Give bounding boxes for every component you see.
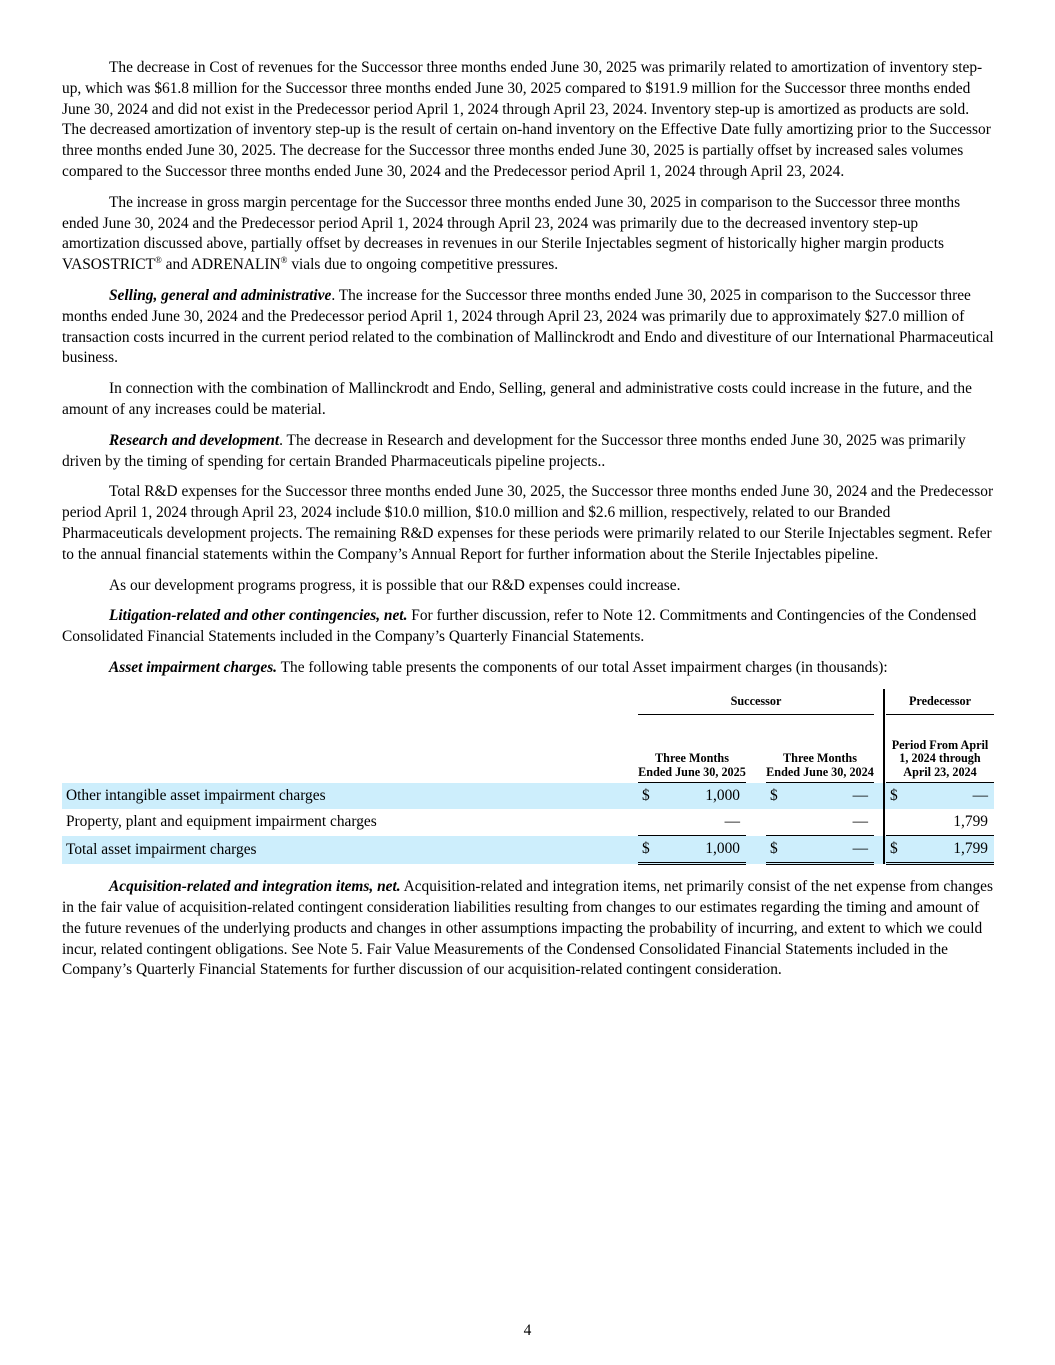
cell-value: — <box>782 836 874 864</box>
column-header-predecessor-period: Period From April 1, 2024 through April 23, 2024 <box>886 715 994 783</box>
table-column-header-row <box>62 715 994 783</box>
table-total-row <box>62 836 994 864</box>
section-heading: Asset impairment charges. <box>109 658 278 676</box>
currency-symbol: $ <box>886 836 902 864</box>
section-heading: Selling, general and administrative <box>109 286 332 304</box>
cell-value: — <box>902 783 994 810</box>
paragraph-acquisition <box>62 877 994 981</box>
registered-mark: ® <box>280 255 288 266</box>
paragraph-rnd-total: Total R&D expenses for the Successor three months ended June 30, 2025, the Successor three months ended June 30, 2024 and the Predecessor period April 1, 2024 through April 23, 2024 include $10.0 million, $10.0 million and $2.6 million, respectively, related to our Branded Pharmaceuticals development projects. The remaining R&D expenses for these periods were primarily related to our Sterile Injectables segment. Refer to the annual financial statements within the Company’s Annual Report for further information about the Sterile Injectables pipeline. <box>62 483 994 563</box>
predecessor-header: Predecessor <box>886 689 994 715</box>
registered-mark: ® <box>154 255 162 266</box>
section-heading: Acquisition-related and integration items, net. <box>109 878 401 896</box>
column-header-q2-2025: Three Months Ended June 30, 2025 <box>638 715 746 783</box>
cell-value: 1,799 <box>953 813 988 831</box>
paragraph-litigation <box>62 606 994 648</box>
cell-value: 1,000 <box>654 783 746 810</box>
currency-symbol: $ <box>886 783 902 810</box>
paragraph-text: and ADRENALIN <box>161 256 281 274</box>
page-number: 4 <box>523 1322 532 1339</box>
paragraph-sga-future: In connection with the combination of Mallinckrodt and Endo, Selling, general and administrative costs could increase in the future, and the amount of any increases could be material. <box>62 380 972 418</box>
section-heading: Litigation-related and other contingencies, net. <box>109 607 408 625</box>
paragraph-text: The following table presents the components of our total Asset impairment charges (in thousands): <box>277 658 888 676</box>
cell-value: — <box>852 813 868 831</box>
table-row <box>62 809 994 836</box>
cell-value: 1,000 <box>654 836 746 864</box>
row-label: Property, plant and equipment impairment charges <box>66 813 377 831</box>
table-row <box>62 783 994 810</box>
paragraph-gross-margin <box>62 193 994 276</box>
row-label: Other intangible asset impairment charges <box>62 783 636 810</box>
paragraph-text: vials due to ongoing competitive pressures. <box>287 256 559 274</box>
paragraph-text: For further discussion, refer to Note 12. Commitments and Contingencies of the Condensed Consolidated Financial Statements included in the Company’s Quarterly Financial Statements. <box>62 607 977 646</box>
paragraph-text: Acquisition-related and integration items, net primarily consist of the net expense from changes in the fair value of acquisition-related contingent consideration liabilities resulting from changes to our estimates regarding the timing and amount of the future revenues of the underlying products and changes in other assumptions impacting the probability of incurring, and extent to which we could incur, related contingent obligations. See Note 5. Fair Value Measurements of the Condensed Consolidated Financial Statements included in the Company’s Quarterly Financial Statements for further discussion of our acquisition-related contingent consideration. <box>62 878 993 979</box>
column-header-q2-2024: Three Months Ended June 30, 2024 <box>766 715 874 783</box>
paragraph-rnd-outlook: As our development programs progress, it is possible that our R&D expenses could increase. <box>109 576 681 594</box>
currency-symbol: $ <box>766 836 782 864</box>
row-label: Total asset impairment charges <box>62 836 636 864</box>
cell-value: 1,799 <box>902 836 994 864</box>
section-heading: Research and development <box>109 431 280 449</box>
cell-value: — <box>724 813 740 831</box>
cell-value: — <box>782 783 874 810</box>
currency-symbol: $ <box>638 783 654 810</box>
currency-symbol: $ <box>638 836 654 864</box>
paragraph-text: . The increase for the Successor three months ended June 30, 2025 in comparison to the Successor three months ended June 30, 2024 and the Predecessor period April 1, 2024 through April 23, 2024 was primarily due to approximately $27.0 million of transaction costs incurred in the current period related to the combination of Mallinckrodt and Endo and divestiture of our International Pharmaceutical business. <box>62 286 994 367</box>
currency-symbol: $ <box>766 783 782 810</box>
paragraph-rnd <box>62 431 994 473</box>
document-page <box>62 58 994 991</box>
asset-impairment-table <box>62 689 994 866</box>
successor-header: Successor <box>638 689 874 715</box>
paragraph-sga <box>62 286 994 369</box>
paragraph-cost-of-revenues: The decrease in Cost of revenues for the Successor three months ended June 30, 2025 was primarily related to amortization of inventory step-up, which was $61.8 million for the Successor three months ended June 30, 2025 compared to $191.9 million for the Successor three months ended June 30, 2024 and did not exist in the Predecessor period April 1, 2024 through April 23, 2024. Inventory step-up is amortized as products are sold. The decreased amortization of inventory step-up is the result of certain on-hand inventory on the Effective Date fully amortizing prior to the Successor three months ended June 30, 2025. The decrease for the Successor three months ended June 30, 2025 is partially offset by increased sales volumes compared to the Successor three months ended June 30, 2024 and the Predecessor period April 1, 2024 through April 23, 2024. <box>62 59 991 180</box>
table-group-header-row <box>62 689 994 715</box>
paragraph-text: The increase in gross margin percentage for the Successor three months ended June 30, 2025 in comparison to the Successor three months ended June 30, 2024 and the Predecessor period April 1, 2024 through April 23, 2024 was primarily due to the decreased inventory step-up amortization discussed above, partially offset by decreases in revenues in our Sterile Injectables segment of historically higher margin products VASOSTRICT <box>62 193 961 274</box>
paragraph-text: . The decrease in Research and development for the Successor three months ended June 30, 2025 was primarily driven by the timing of spending for certain Branded Pharmaceuticals pipeline projects.. <box>62 431 966 470</box>
paragraph-asset-impairment <box>62 658 994 679</box>
